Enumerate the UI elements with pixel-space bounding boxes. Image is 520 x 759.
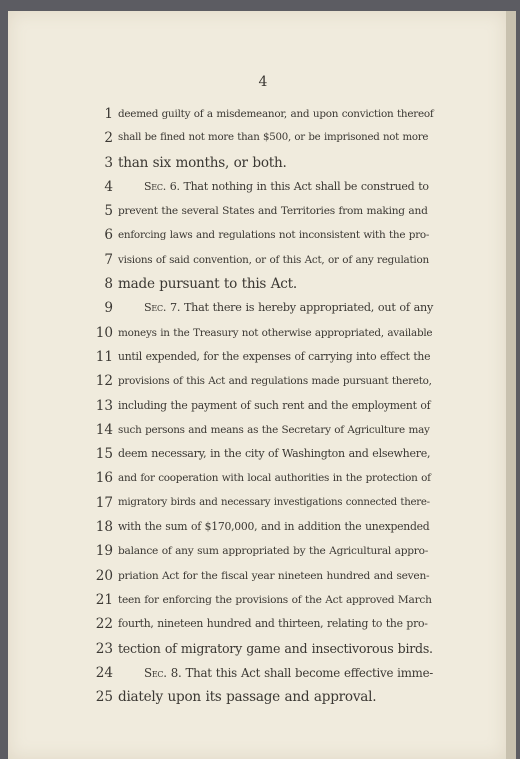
line-number: 14: [95, 421, 113, 438]
line-number: 2: [104, 130, 113, 147]
text-line: [8, 151, 506, 175]
line-text: balance of any sum appropriated by the Agricultural appro-: [118, 545, 429, 558]
document-page: [8, 11, 506, 759]
line-text: provisions of this Act and regulations made pursuant thereto,: [118, 375, 432, 388]
text-line: [8, 466, 506, 490]
text-line: [8, 321, 506, 345]
line-text: prevent the several States and Territories from making and: [118, 205, 428, 218]
text-line: [8, 539, 506, 563]
text-line: [8, 637, 506, 661]
line-text: Sec. 6. That nothing in this Act shall be construed to: [144, 179, 429, 193]
text-line: [8, 564, 506, 588]
line-number: 20: [95, 567, 113, 584]
line-text: than six months, or both.: [118, 154, 287, 171]
line-text: shall be fined not more than $500, or be imprisoned not more: [118, 132, 429, 144]
line-text: made pursuant to this Act.: [118, 276, 297, 293]
line-number: 13: [95, 397, 113, 414]
page-edge: [506, 11, 516, 759]
line-text: enforcing laws and regulations not inconsistent with the pro-: [118, 229, 430, 242]
line-number: 8: [104, 276, 113, 293]
text-line: [8, 661, 506, 685]
text-line: [8, 685, 506, 709]
line-text: including the payment of such rent and the employment of: [118, 398, 431, 412]
line-number: 5: [104, 203, 113, 220]
text-line: [8, 418, 506, 442]
text-line: [8, 369, 506, 393]
text-line: [8, 175, 506, 199]
text-line: [8, 296, 506, 320]
text-line: [8, 612, 506, 636]
line-number: 1: [104, 106, 113, 122]
line-number: 16: [95, 470, 113, 487]
line-text: priation Act for the fiscal year nineteen hundred and seven-: [118, 569, 430, 582]
line-number: 3: [104, 154, 113, 171]
line-text: migratory birds and necessary investigations connected there-: [118, 496, 430, 508]
text-line: [8, 588, 506, 612]
text-line: [8, 345, 506, 369]
numbered-text-body: [8, 102, 506, 709]
line-text: tection of migratory game and insectivorous birds.: [118, 640, 433, 656]
text-line: [8, 442, 506, 466]
text-line: [8, 248, 506, 272]
line-number: 24: [95, 664, 113, 681]
line-text: and for cooperation with local authorities in the protection of: [118, 472, 431, 485]
line-text: visions of said convention, or of this Act, or of any regulation: [118, 253, 429, 266]
text-line: [8, 102, 506, 126]
line-text: until expended, for the expenses of carrying into effect the: [118, 349, 431, 363]
line-text: deemed guilty of a misdemeanor, and upon conviction thereof: [118, 108, 434, 120]
text-line: [8, 515, 506, 539]
line-number: 25: [95, 689, 113, 706]
line-number: 12: [95, 373, 113, 390]
line-number: 9: [104, 300, 113, 317]
line-text: moneys in the Treasury not otherwise appropriated, available: [118, 326, 433, 339]
line-number: 18: [95, 519, 113, 536]
line-text: such persons and means as the Secretary of Agriculture may: [118, 423, 430, 436]
line-number: 15: [95, 446, 113, 463]
line-number: 22: [95, 616, 113, 633]
line-number: 10: [95, 324, 113, 341]
text-line: [8, 491, 506, 515]
line-text: deem necessary, in the city of Washington and elsewhere,: [118, 447, 431, 461]
text-line: [8, 126, 506, 150]
line-number: 6: [104, 227, 113, 244]
text-line: [8, 272, 506, 296]
line-text: fourth, nineteen hundred and thirteen, relating to the pro-: [118, 617, 428, 631]
text-line: [8, 394, 506, 418]
line-text: with the sum of $170,000, and in addition the unexpended: [118, 520, 430, 534]
line-number: 19: [95, 543, 113, 560]
line-text: Sec. 8. That this Act shall become effective imme-: [144, 665, 434, 680]
line-number: 23: [95, 640, 113, 657]
line-number: 17: [95, 494, 113, 511]
line-number: 11: [95, 348, 113, 365]
line-text: teen for enforcing the provisions of the Act approved March: [118, 593, 432, 606]
line-number: 4: [104, 178, 113, 195]
line-number: 7: [104, 251, 113, 268]
line-text: diately upon its passage and approval.: [118, 689, 377, 706]
text-line: [8, 223, 506, 247]
line-text: Sec. 7. That there is hereby appropriated, out of any: [144, 301, 434, 315]
page-number: 4: [258, 74, 268, 90]
line-number: 21: [95, 591, 113, 608]
text-line: [8, 199, 506, 223]
